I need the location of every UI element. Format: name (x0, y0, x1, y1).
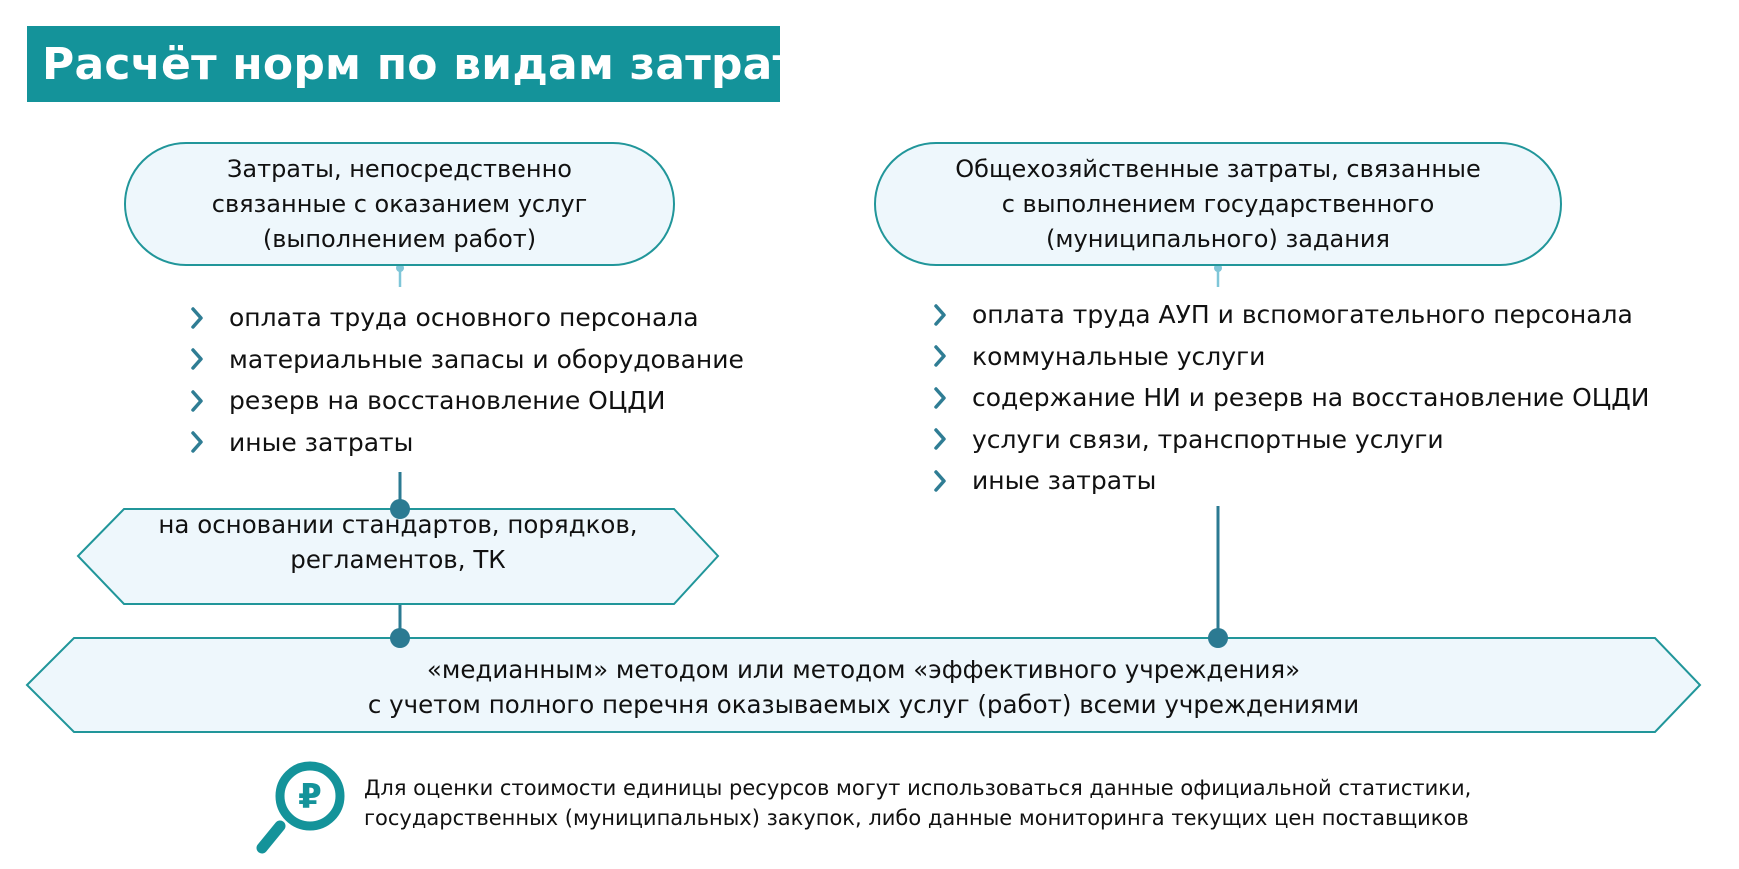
ruble-magnifier-icon (250, 756, 350, 860)
list-item (183, 422, 744, 464)
method-text (27, 652, 1700, 722)
node-dot-method-right (1208, 628, 1228, 648)
chevron-right-icon (183, 387, 211, 415)
overhead-costs-header (874, 142, 1562, 266)
overhead-costs-list (926, 294, 1649, 502)
list-item (183, 380, 744, 422)
list-item (926, 419, 1649, 461)
header-line: Затраты, непосредственно (227, 154, 572, 183)
list-item-label: иные затраты (972, 466, 1157, 496)
chevron-right-icon (183, 345, 211, 373)
list-item-label: оплата труда основного персонала (229, 303, 699, 333)
list-item-label: материальные запасы и оборудование (229, 344, 744, 374)
ruble-symbol: ₽ (298, 777, 322, 817)
list-item (183, 297, 744, 339)
direct-costs-list (183, 297, 744, 463)
basis-line: регламентов, ТК (290, 545, 506, 574)
list-item-label: оплата труда АУП и вспомогательного персонала (972, 300, 1633, 330)
direct-costs-header (124, 142, 675, 266)
list-item (183, 339, 744, 381)
basis-line: на основании стандартов, порядков, (158, 510, 638, 539)
header-line: Общехозяйственные затраты, связанные (955, 154, 1481, 183)
note-line: государственных (муниципальных) закупок, либо данные мониторинга текущих цен поставщиков (364, 806, 1469, 830)
list-item-label: содержание НИ и резерв на восстановление ОЦДИ (972, 383, 1650, 413)
chevron-right-icon (926, 342, 954, 370)
list-item (926, 294, 1649, 336)
method-line: с учетом полного перечня оказываемых услуг (работ) всеми учреждениями (367, 690, 1360, 719)
chevron-right-icon (183, 304, 211, 332)
basis-text (78, 507, 718, 577)
list-item (926, 377, 1649, 419)
list-item-label: коммунальные услуги (972, 341, 1266, 371)
header-line: с выполнением государственного (1001, 189, 1435, 218)
list-item (926, 336, 1649, 378)
list-item-label: услуги связи, транспортные услуги (972, 424, 1444, 454)
header-line: (выполнением работ) (262, 224, 537, 253)
header-line: связанные с оказанием услуг (211, 189, 588, 218)
header-line: (муниципального) задания (1046, 224, 1390, 253)
chevron-right-icon (926, 384, 954, 412)
chevron-right-icon (926, 301, 954, 329)
note-text (364, 773, 1471, 833)
chevron-right-icon (183, 428, 211, 456)
note-line: Для оценки стоимости единицы ресурсов могут использоваться данные официальной статистики, (364, 776, 1472, 800)
list-item-label: резерв на восстановление ОЦДИ (229, 386, 666, 416)
title-banner (27, 26, 799, 102)
list-item (926, 460, 1649, 502)
list-item-label: иные затраты (229, 427, 414, 457)
method-line: «медианным» методом или методом «эффективного учреждения» (426, 655, 1301, 684)
chevron-right-icon (926, 425, 954, 453)
chevron-right-icon (926, 467, 954, 495)
page-title: Расчёт норм по видам затрат (42, 38, 799, 90)
node-dot-method-left (390, 628, 410, 648)
